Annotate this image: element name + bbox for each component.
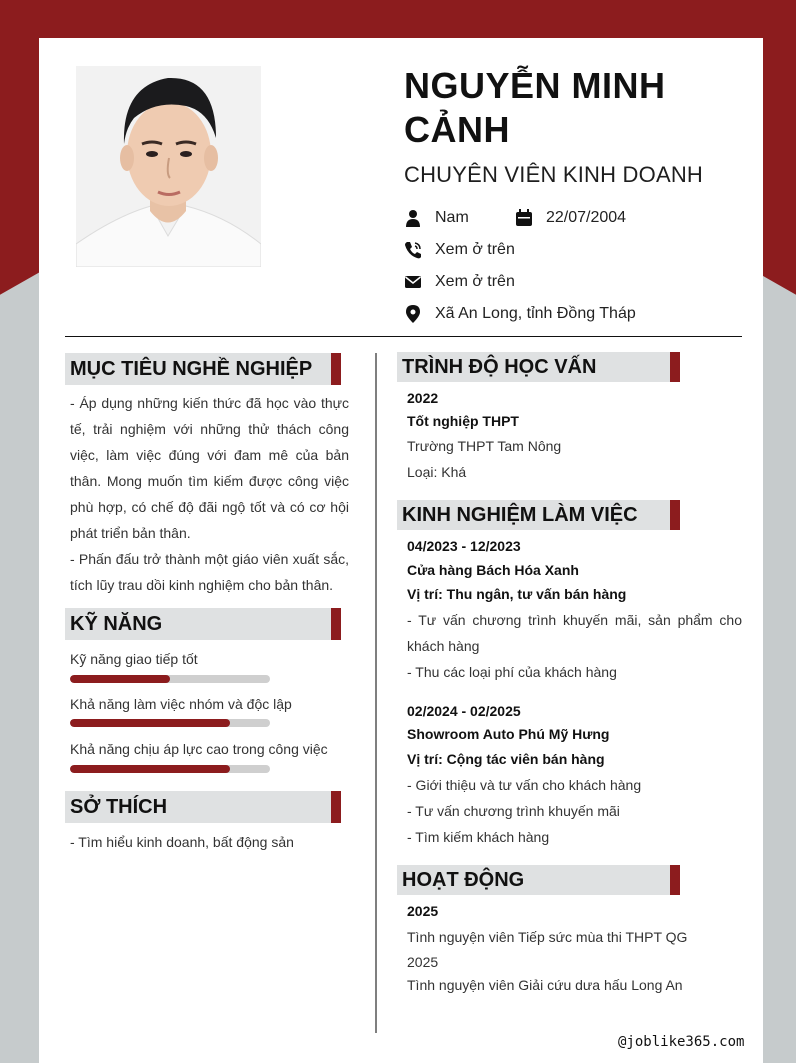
heading-accent — [670, 352, 680, 382]
education-heading — [397, 352, 680, 382]
envelope-icon — [404, 273, 422, 291]
job-duty: - Tìm kiếm khách hàng — [407, 829, 550, 845]
education-degree: Tốt nghiệp THPT — [407, 413, 519, 429]
dob-row — [515, 209, 626, 227]
skill-bar-fill — [70, 765, 230, 773]
heading-accent — [331, 353, 341, 385]
column-divider — [375, 353, 377, 1033]
skill-bar — [70, 765, 270, 773]
heading-accent — [670, 500, 680, 530]
job-company: Cửa hàng Bách Hóa Xanh — [407, 562, 579, 578]
job-period: 04/2023 - 12/2023 — [407, 538, 521, 554]
objective-paragraph: - Phấn đấu trở thành một giáo viên xuất sắc, tích lũy trau dồi kinh nghiệm cho bản thân. — [70, 551, 349, 593]
activities-heading — [397, 865, 680, 895]
job-period: 02/2024 - 02/2025 — [407, 703, 521, 719]
email-row — [404, 273, 515, 291]
experience-heading — [397, 500, 680, 530]
dob-value: 22/07/2004 — [546, 209, 627, 226]
education-school: Trường THPT Tam Nông — [407, 438, 562, 454]
skills-heading — [65, 608, 341, 640]
address-row — [404, 305, 636, 323]
skill-label: Khả năng chịu áp lực cao trong công việc — [70, 741, 328, 757]
calendar-icon — [515, 209, 533, 227]
heading-accent — [331, 791, 341, 823]
heading-accent — [331, 608, 341, 640]
job-position: Vị trí: Thu ngân, tư vấn bán hàng — [407, 586, 627, 602]
job-duty: - Thu các loại phí của khách hàng — [407, 664, 617, 680]
activity-item: Tình nguyện viên Giải cứu dưa hấu Long An — [407, 977, 683, 993]
hobbies-heading-text: SỞ THÍCH — [70, 795, 168, 818]
job-duty: - Tư vấn chương trình khuyến mãi, sản phẩm cho khách hàng — [407, 612, 742, 654]
job-company: Showroom Auto Phú Mỹ Hưng — [407, 726, 610, 742]
skill-bar — [70, 719, 270, 727]
activities-heading-text: HOẠT ĐỘNG — [402, 868, 525, 891]
education-year: 2022 — [407, 390, 439, 406]
job-duty: - Tư vấn chương trình khuyến mãi — [407, 803, 620, 819]
candidate-name: NGUYỄN MINH CẢNH — [404, 65, 666, 150]
phone-value: Xem ở trên — [435, 241, 515, 258]
job-title: CHUYÊN VIÊN KINH DOANH — [404, 162, 703, 187]
experience-heading-text: KINH NGHIỆM LÀM VIỆC — [402, 503, 638, 526]
job-duty: - Giới thiệu và tư vấn cho khách hàng — [407, 777, 642, 793]
profile-photo — [76, 66, 261, 267]
email-value: Xem ở trên — [435, 273, 515, 290]
education-grade: Loại: Khá — [407, 464, 467, 480]
skill-label: Khả năng làm việc nhóm và độc lập — [70, 696, 292, 712]
gender-value: Nam — [435, 209, 469, 226]
skill-bar-fill — [70, 675, 170, 683]
heading-accent — [670, 865, 680, 895]
header-divider — [65, 336, 742, 337]
objective-heading-text: MỤC TIÊU NGHỀ NGHIỆP — [70, 357, 313, 380]
education-heading-text: TRÌNH ĐỘ HỌC VẤN — [402, 355, 597, 378]
hobbies-text: - Tìm hiểu kinh doanh, bất động sản — [70, 834, 294, 850]
activity-item: Tình nguyện viên Tiếp sức mùa thi THPT QG 2025 — [407, 929, 688, 970]
objective-heading — [65, 353, 341, 385]
skill-bar-fill — [70, 719, 230, 727]
hobbies-heading — [65, 791, 341, 823]
phone-icon — [404, 241, 422, 259]
person-icon — [404, 209, 422, 227]
phone-row — [404, 241, 515, 259]
watermark: @joblike365.com — [618, 1034, 745, 1050]
job-position: Vị trí: Cộng tác viên bán hàng — [407, 751, 605, 767]
activity-year: 2025 — [407, 903, 439, 919]
gender-row — [404, 209, 469, 227]
objective-text — [70, 390, 349, 598]
address-value: Xã An Long, tỉnh Đồng Tháp — [435, 305, 636, 322]
location-pin-icon — [404, 305, 422, 323]
skill-bar — [70, 675, 270, 683]
skill-label: Kỹ năng giao tiếp tốt — [70, 651, 198, 667]
objective-paragraph: - Áp dụng những kiến thức đã học vào thực tế, trải nghiệm với những thử thách công việc, làm việc đúng với đam mê của bản thân. Mong muốn tìm kiếm được công việc phù hợp, có chế độ đãi ngộ tốt và có cơ hội phát triển bản thân. — [70, 395, 349, 541]
skills-heading-text: KỸ NĂNG — [70, 612, 163, 635]
